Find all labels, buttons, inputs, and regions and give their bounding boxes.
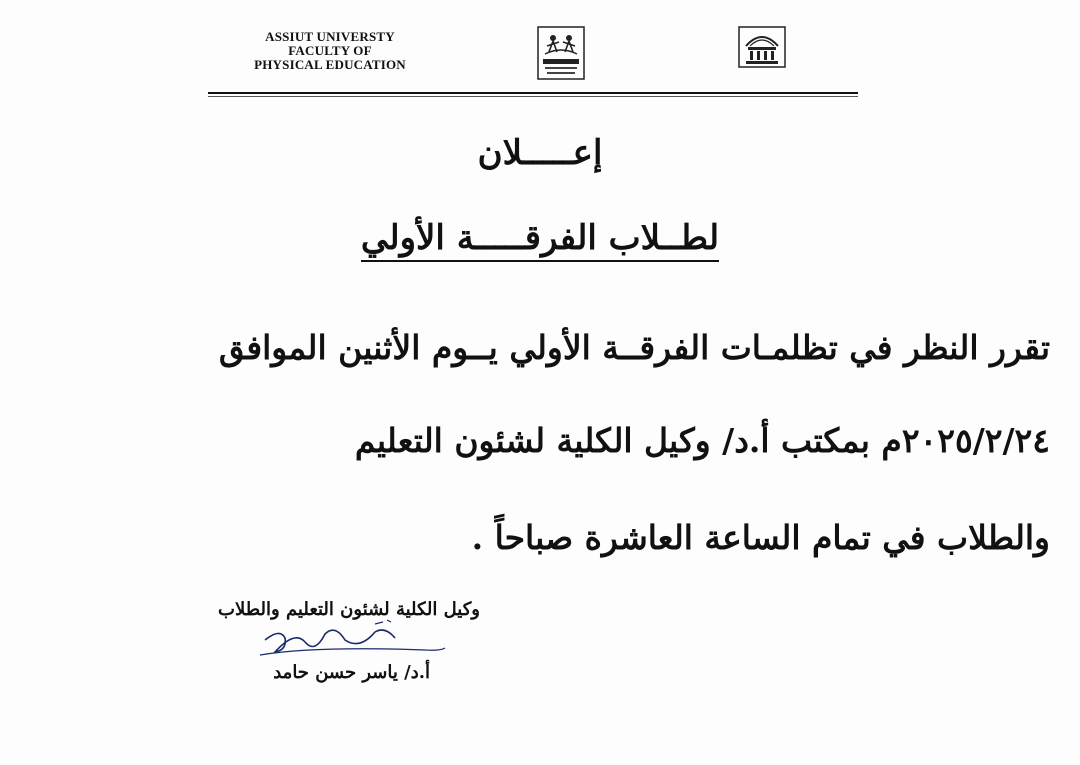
header-divider-thin bbox=[208, 96, 858, 97]
announcement-title: إعـــــلان bbox=[477, 133, 603, 173]
signatory-name: أ.د/ ياسر حسن حامد bbox=[273, 662, 430, 683]
university-name-line: ASSIUT UNIVERSTY bbox=[265, 29, 395, 44]
announcement-body-line: والطلاب في تمام الساعة العاشرة صباحاً . bbox=[471, 518, 1050, 557]
announcement-body-line: تقرر النظر في تظلمـات الفرقــة الأولي يــوم الأثنين الموافق bbox=[218, 328, 1050, 367]
university-logo-icon bbox=[738, 26, 786, 68]
announcement-subtitle-text: لطــلاب الفرقـــــة الأولي bbox=[361, 218, 719, 262]
announcement-subtitle bbox=[290, 210, 790, 266]
announcement-body-line: ٢٠٢٥/٢/٢٤م بمكتب أ.د/ وكيل الكلية لشئون التعليم bbox=[354, 421, 1050, 460]
faculty-name-line: FACULTY OF bbox=[288, 43, 372, 58]
university-name-block bbox=[225, 30, 435, 72]
header-divider bbox=[208, 92, 858, 94]
faculty-logo-icon bbox=[537, 26, 585, 80]
faculty-name-line: PHYSICAL EDUCATION bbox=[254, 57, 406, 72]
signatory-role: وكيل الكلية لشئون التعليم والطلاب bbox=[218, 599, 480, 620]
